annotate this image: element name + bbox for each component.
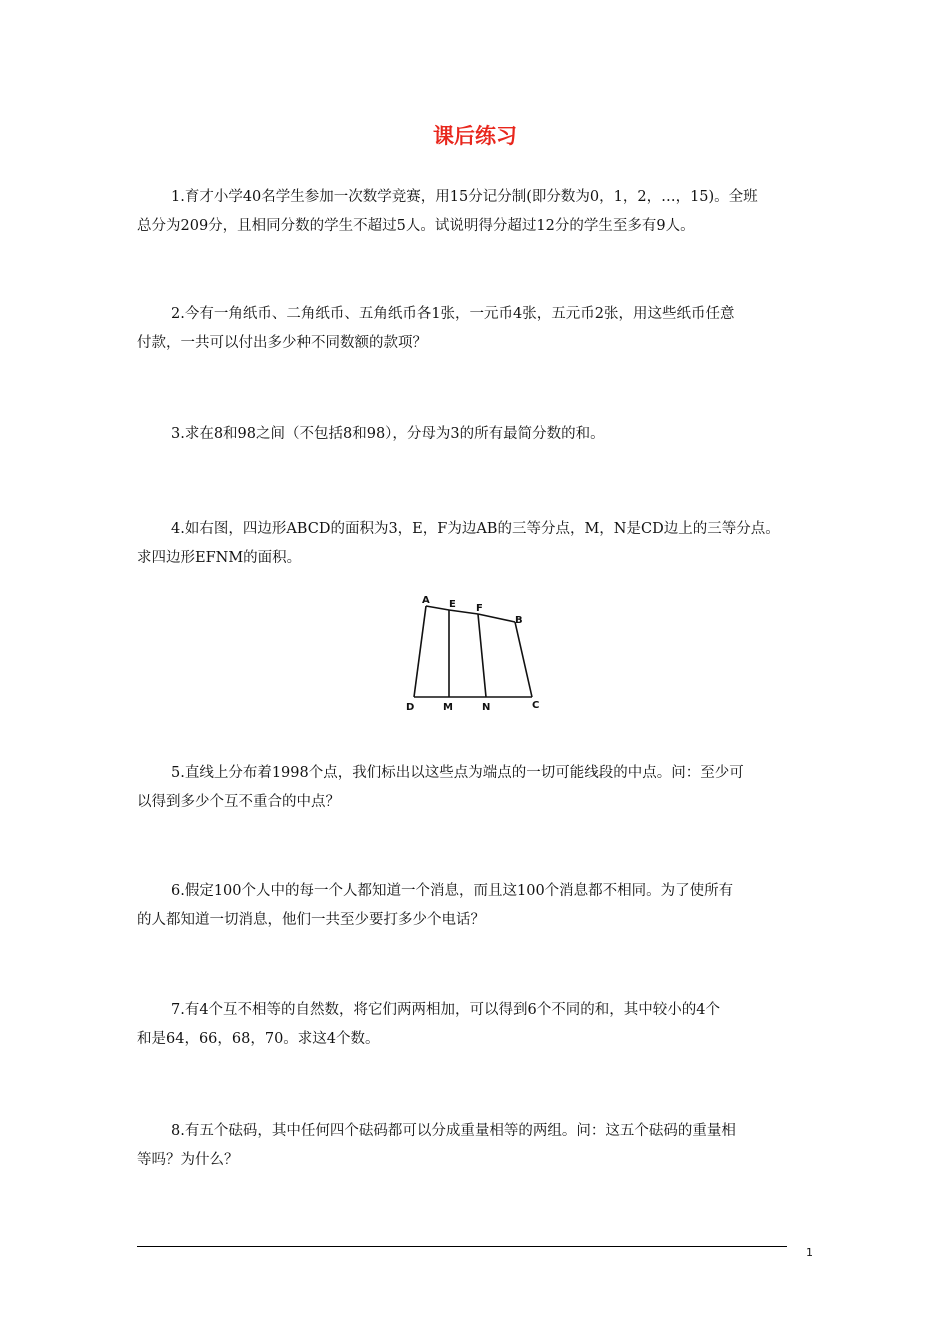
question-text: 付款，一共可以付出多少种不同数额的款项？ [137, 335, 427, 351]
question-text: 以得到多少个互不重合的中点？ [137, 794, 340, 810]
question-5 [137, 759, 817, 817]
question-text: 8.有五个砝码，其中任何四个砝码都可以分成重量相等的两组。问：这五个砝码的重量相 [171, 1123, 736, 1139]
question-text: 求四边形EFNM的面积。 [137, 550, 302, 566]
label-f: F [476, 603, 483, 614]
label-m: M [443, 702, 453, 713]
question-6 [137, 877, 817, 935]
label-b: B [515, 615, 523, 626]
question-text: 的人都知道一切消息，他们一共至少要打多少个电话？ [137, 912, 485, 928]
question-7 [137, 996, 817, 1054]
quadrilateral-figure [395, 588, 555, 722]
question-8 [137, 1117, 817, 1175]
edge-ae [426, 606, 449, 610]
edge-ad [414, 606, 426, 697]
question-text: 4.如右图，四边形ABCD的面积为3，E，F为边AB的三等分点，M，N是CD边上的三等分点。 [171, 521, 780, 537]
question-1 [137, 183, 817, 241]
label-n: N [482, 702, 491, 713]
label-a: A [422, 595, 430, 606]
question-text: 1.育才小学40名学生参加一次数学竞赛，用15分记分制(即分数为0，1，2，…，15)。全班 [171, 189, 758, 205]
question-3 [137, 420, 817, 449]
page-title: 课后练习 [433, 124, 517, 148]
edge-fb [478, 614, 515, 622]
question-text: 6.假定100个人中的每一个人都知道一个消息，而且这100个消息都不相同。为了使所有 [171, 883, 734, 899]
segment-fn [478, 614, 486, 697]
question-4 [137, 515, 817, 573]
edge-ef [449, 610, 478, 614]
label-e: E [449, 599, 456, 610]
question-2 [137, 300, 817, 358]
quadrilateral-diagram [395, 588, 555, 718]
question-text: 3.求在8和98之间（不包括8和98），分母为3的所有最简分数的和。 [171, 426, 605, 442]
footer-divider [137, 1246, 787, 1247]
question-text: 总分为209分，且相同分数的学生不超过5人。试说明得分超过12分的学生至多有9人。 [137, 218, 695, 234]
label-d: D [406, 702, 415, 713]
question-text: 5.直线上分布着1998个点，我们标出以这些点为端点的一切可能线段的中点。问：至少可 [171, 765, 744, 781]
label-c: C [532, 700, 540, 711]
question-text: 7.有4个互不相等的自然数，将它们两两相加，可以得到6个不同的和，其中较小的4个 [171, 1002, 721, 1018]
page-number: 1 [806, 1246, 813, 1259]
edge-bc [515, 622, 532, 697]
question-text: 2.今有一角纸币、二角纸币、五角纸币各1张，一元币4张，五元币2张，用这些纸币任意 [171, 306, 735, 322]
question-text: 和是64，66，68，70。求这4个数。 [137, 1031, 380, 1047]
question-text: 等吗？为什么？ [137, 1152, 239, 1168]
